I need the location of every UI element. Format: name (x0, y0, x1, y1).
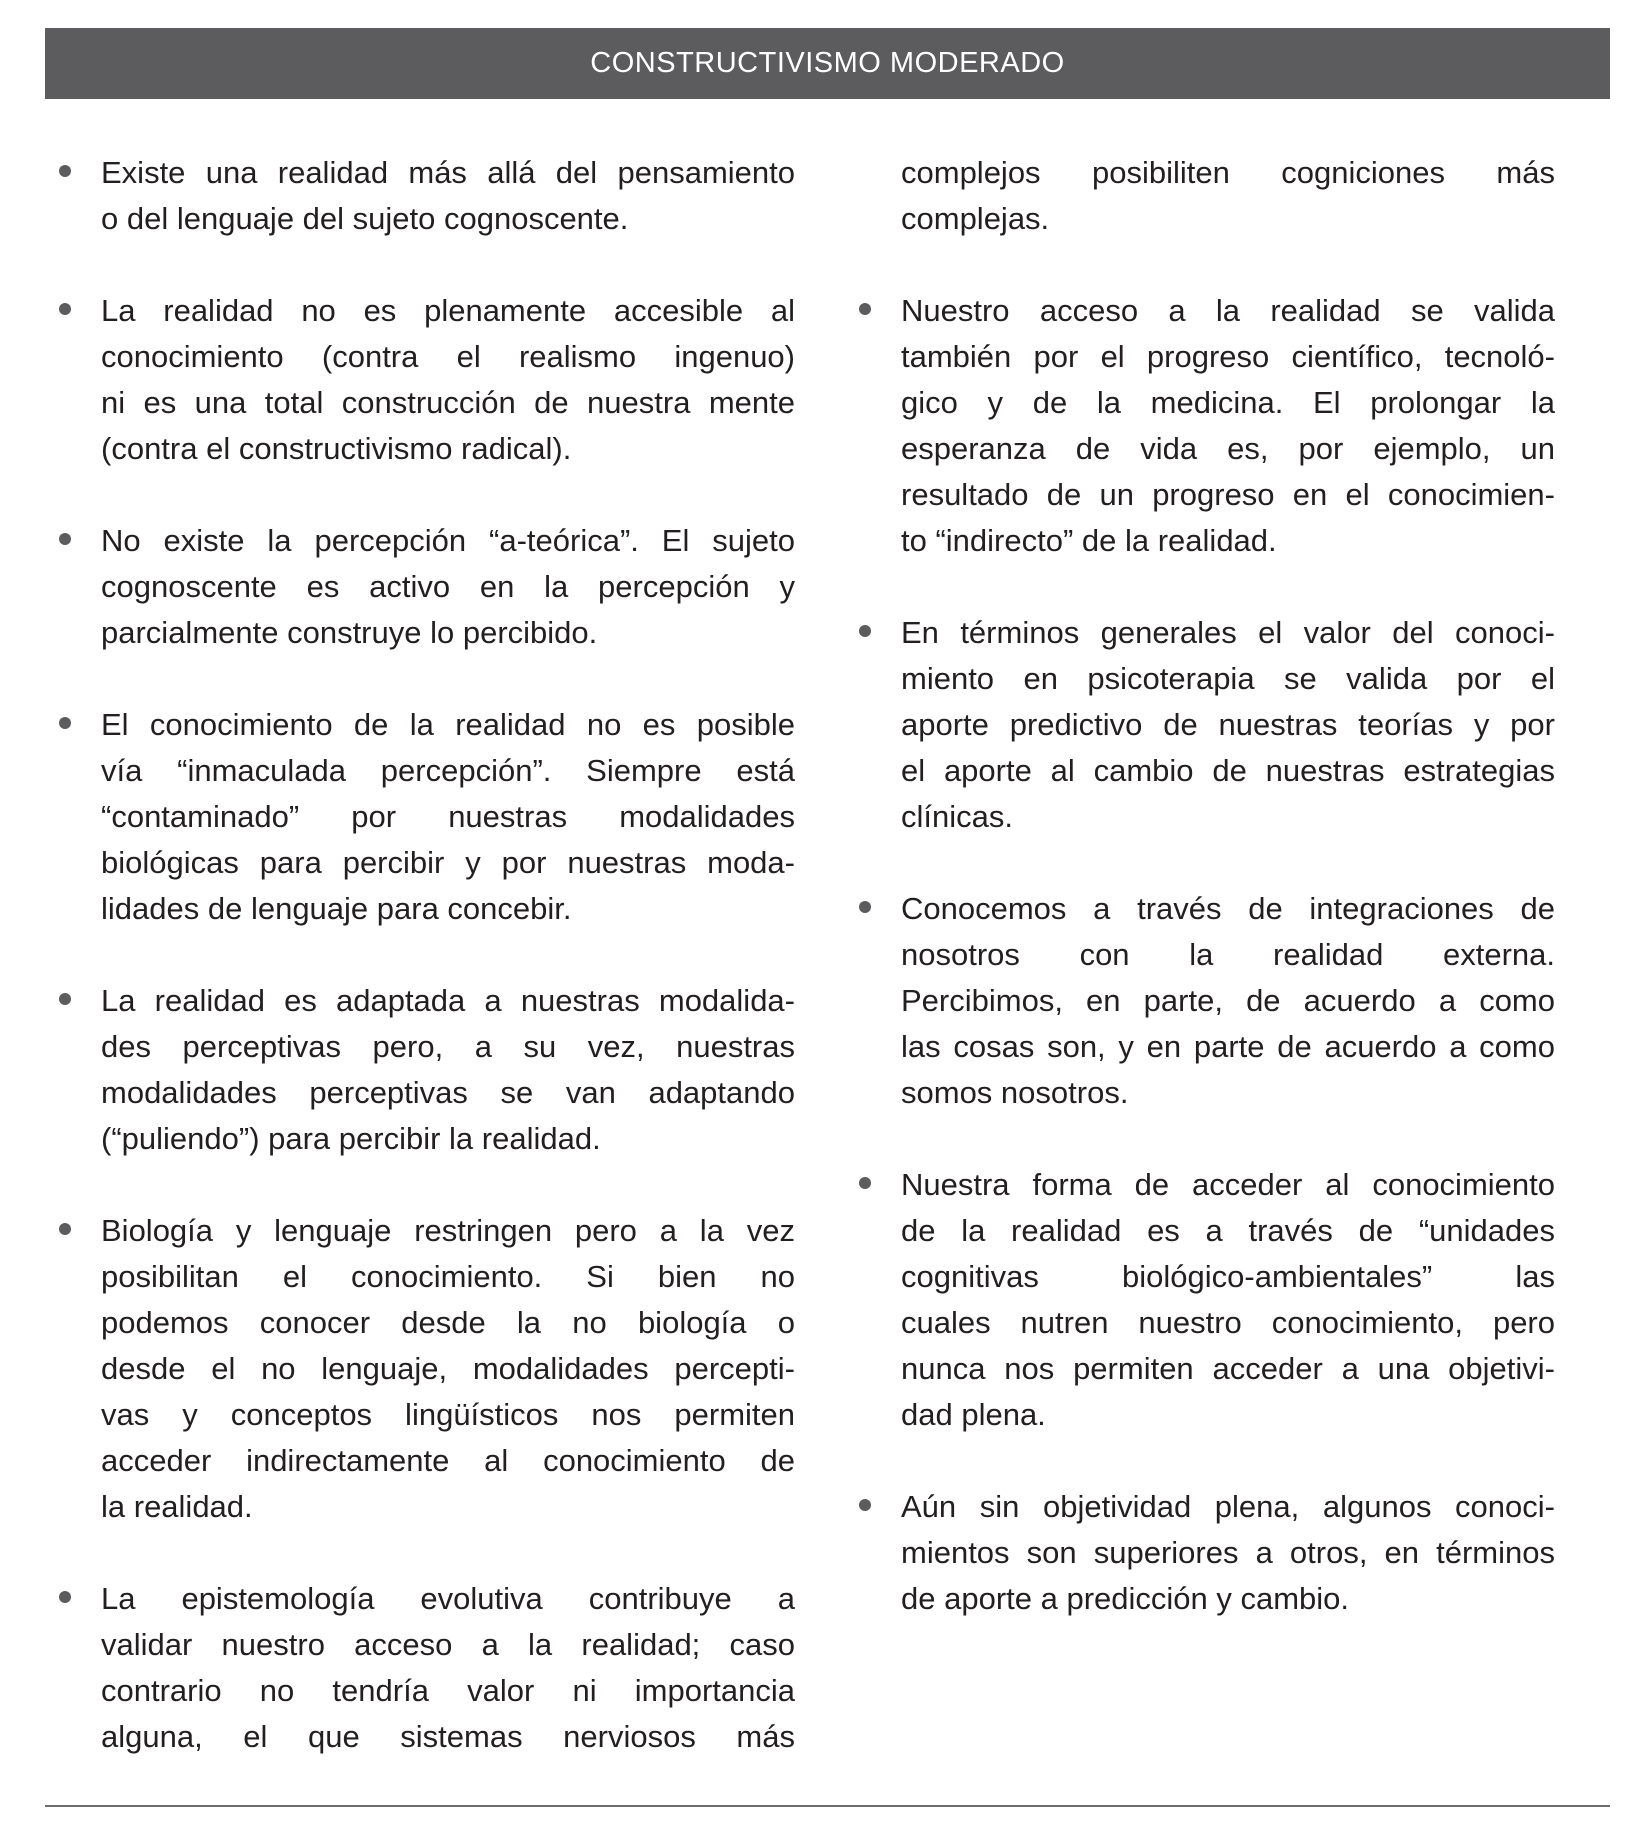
text-line: gico y de la medicina. El prolongar la (901, 385, 1555, 420)
text-line: de aporte a predicción y cambio. (901, 1581, 1350, 1616)
list-item (855, 1162, 1555, 1438)
text-line: Nuestra forma de acceder al conocimiento (901, 1167, 1555, 1202)
list-item (55, 702, 795, 932)
bullet-icon (59, 165, 71, 177)
list-item (855, 288, 1555, 564)
list-item (855, 886, 1555, 1116)
text-line: La epistemología evolutiva contribuye a (101, 1581, 795, 1616)
left-column (55, 150, 795, 1806)
text-line: nosotros con la realidad externa. (901, 937, 1555, 972)
text-line: lidades de lenguaje para concebir. (101, 891, 572, 926)
text-line: somos nosotros. (901, 1075, 1129, 1110)
text-line: cognoscente es activo en la percepción y (101, 569, 795, 604)
list-item (855, 610, 1555, 840)
text-line: “contaminado” por nuestras modalidades (101, 799, 795, 834)
list-item (55, 288, 795, 472)
text-line: resultado de un progreso en el conocimien- (901, 477, 1555, 512)
text-line: ni es una total construcción de nuestra mente (101, 385, 795, 420)
text-line: La realidad no es plenamente accesible al (101, 293, 795, 328)
text-line: (“puliendo”) para percibir la realidad. (101, 1121, 601, 1156)
text-line: No existe la percepción “a-teórica”. El sujeto (101, 523, 795, 558)
bullet-icon (59, 303, 71, 315)
list-item (55, 1576, 795, 1760)
text-line: Nuestro acceso a la realidad se valida (901, 293, 1555, 328)
text-line: Percibimos, en parte, de acuerdo a como (901, 983, 1555, 1018)
bullet-icon (859, 1177, 871, 1189)
text-line: desde el no lenguaje, modalidades percepti- (101, 1351, 795, 1386)
right-column (855, 150, 1555, 1668)
bullet-icon (859, 625, 871, 637)
text-line: (contra el constructivismo radical). (101, 431, 572, 466)
text-line: también por el progreso científico, tecnoló- (901, 339, 1555, 374)
list-item (55, 518, 795, 656)
text-line: o del lenguaje del sujeto cognoscente. (101, 201, 629, 236)
list-item (855, 1484, 1555, 1622)
text-line: dad plena. (901, 1397, 1046, 1432)
list-item (55, 978, 795, 1162)
bullet-icon (59, 533, 71, 545)
text-line: acceder indirectamente al conocimiento de (101, 1443, 795, 1478)
text-line: nunca nos permiten acceder a una objetivi- (901, 1351, 1555, 1386)
text-line: vas y conceptos lingüísticos nos permiten (101, 1397, 795, 1432)
text-line: to “indirecto” de la realidad. (901, 523, 1277, 558)
text-line: de la realidad es a través de “unidades (901, 1213, 1555, 1248)
text-line: las cosas son, y en parte de acuerdo a como (901, 1029, 1555, 1064)
text-line: Conocemos a través de integraciones de (901, 891, 1555, 926)
bullet-icon (59, 1591, 71, 1603)
text-line: podemos conocer desde la no biología o (101, 1305, 795, 1340)
text-line: clínicas. (901, 799, 1013, 834)
list-item (55, 150, 795, 242)
bullet-icon (59, 1223, 71, 1235)
text-line: alguna, el que sistemas nerviosos más (101, 1719, 795, 1754)
text-line: aporte predictivo de nuestras teorías y por (901, 707, 1555, 742)
text-line: En términos generales el valor del conoci- (901, 615, 1555, 650)
text-line: cognitivas biológico-ambientales” las (901, 1259, 1555, 1294)
bullet-icon (59, 993, 71, 1005)
list-item (855, 150, 1555, 242)
text-line: validar nuestro acceso a la realidad; caso (101, 1627, 795, 1662)
bullet-icon (859, 303, 871, 315)
text-line: la realidad. (101, 1489, 253, 1524)
list-item (55, 1208, 795, 1530)
bullet-icon (59, 717, 71, 729)
text-line: contrario no tendría valor ni importancia (101, 1673, 795, 1708)
section-title: CONSTRUCTIVISMO MODERADO (590, 47, 1065, 79)
footer-divider (45, 1805, 1610, 1807)
text-line: miento en psicoterapia se valida por el (901, 661, 1555, 696)
text-line: conocimiento (contra el realismo ingenuo) (101, 339, 795, 374)
bullet-icon (859, 901, 871, 913)
text-line: parcialmente construye lo percibido. (101, 615, 598, 650)
text-line: posibilitan el conocimiento. Si bien no (101, 1259, 795, 1294)
text-line: cuales nutren nuestro conocimiento, pero (901, 1305, 1555, 1340)
text-line: Aún sin objetividad plena, algunos conoci- (901, 1489, 1555, 1524)
text-line: vía “inmaculada percepción”. Siempre está (101, 753, 795, 788)
text-line: Existe una realidad más allá del pensamiento (101, 155, 795, 190)
text-line: mientos son superiores a otros, en términos (901, 1535, 1555, 1570)
text-line: modalidades perceptivas se van adaptando (101, 1075, 795, 1110)
text-line: complejas. (901, 201, 1050, 236)
text-line: biológicas para percibir y por nuestras moda- (101, 845, 795, 880)
text-line: el aporte al cambio de nuestras estrategias (901, 753, 1555, 788)
bullet-icon (859, 1499, 871, 1511)
text-line: esperanza de vida es, por ejemplo, un (901, 431, 1555, 466)
text-line: Biología y lenguaje restringen pero a la vez (101, 1213, 795, 1248)
text-line: El conocimiento de la realidad no es posible (101, 707, 795, 742)
section-header (45, 28, 1610, 99)
text-line: des perceptivas pero, a su vez, nuestras (101, 1029, 795, 1064)
text-line: complejos posibiliten cogniciones más (901, 155, 1555, 190)
text-line: La realidad es adaptada a nuestras modalida- (101, 983, 795, 1018)
